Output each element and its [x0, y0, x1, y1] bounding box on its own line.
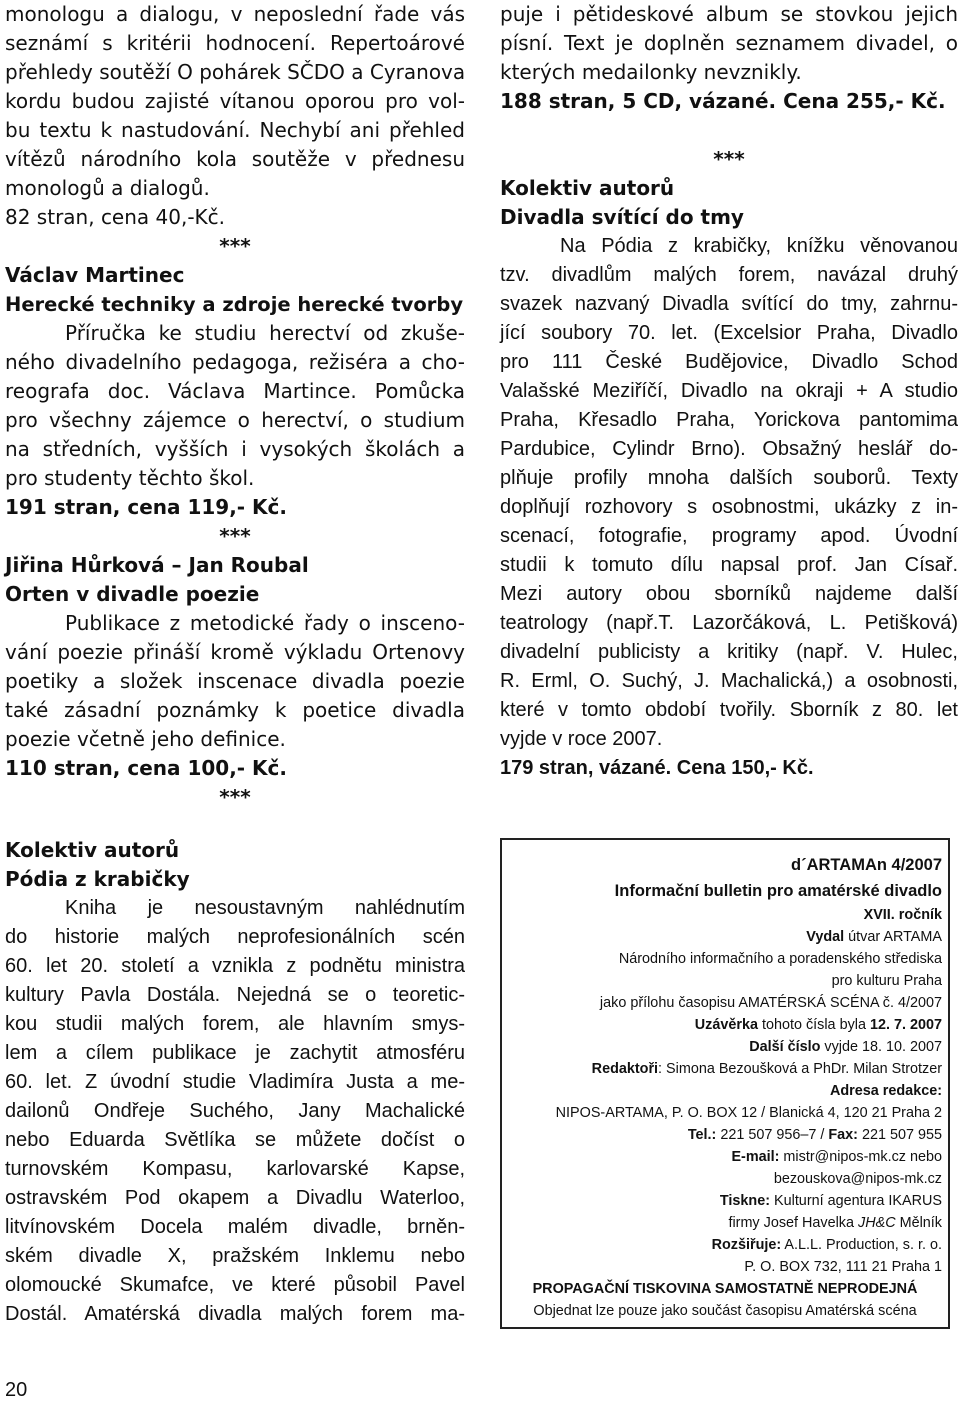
text-line: Mezi autory obou sborníků najdeme další [500, 583, 958, 605]
separator: *** [219, 524, 251, 548]
text-line: monologu a dialogu, v neposlední řade vás [5, 2, 465, 26]
text-line: monologů a dialogů. [5, 176, 210, 200]
imprint-email-2: bezouskova@nipos-mk.cz [773, 1171, 942, 1187]
imprint-order-note: Objednat lze pouze jako součást časopisu Amatérská scéna [533, 1303, 917, 1319]
separator: *** [219, 785, 251, 809]
text-line: Na Pódia z krabičky, knížku věnovanou [560, 235, 958, 257]
imprint-value: 221 507 955 [857, 1127, 942, 1143]
text-line: přehledy soutěží O pohárek SČDO a Cyranova [5, 60, 466, 84]
text-line: poetiky a složek inscenace divadla poezie [5, 669, 465, 693]
text-line: R. Erml, O. Suchý, J. Machalická,) a osobnosti, [500, 670, 958, 692]
imprint-label: Redaktoři [591, 1061, 659, 1077]
imprint-firm [508, 1212, 942, 1234]
text-line: kterých medailonky nevznikly. [500, 60, 802, 84]
imprint-label: Další číslo [749, 1039, 821, 1055]
book-author: Kolektiv autorů [5, 838, 180, 862]
text-line: Dostál. Amatérská divadla malých forem ma- [5, 1303, 465, 1325]
imprint-value: : Simona Bezoušková a PhDr. Milan Strotzer [658, 1061, 942, 1077]
text-line: dailonů Ondřeje Suchého, Jany Machalické [5, 1100, 465, 1122]
text-line: divadelní publicisty a kritiky (např. V. Hulec, [500, 641, 958, 663]
imprint-deadline [508, 1014, 942, 1036]
imprint-subtitle: Informační bulletin pro amatérské divadlo [614, 882, 942, 900]
imprint-value: mistr@nipos-mk.cz nebo [779, 1149, 942, 1165]
text-line: doplňují rozhovory s osobnostmi, ukázky z in- [500, 496, 958, 518]
text-line: 60. let. Z úvodní studie Vladimíra Justa a me- [5, 1071, 465, 1093]
text-line: kultury Pavla Dostála. Nejedná se o teoretic- [5, 984, 465, 1006]
text-line: olomoucké Skumafce, ve které působil Pavel [5, 1274, 465, 1296]
text-line: nebo Eduarda Světlíka se můžete dočíst o [5, 1129, 465, 1151]
text-line: Pardubice, Cylindr Brno). Obsažný heslář do- [500, 438, 958, 460]
imprint-address: NIPOS-ARTAMA, P. O. BOX 12 / Blanická 4, 120 21 Praha 2 [555, 1105, 942, 1121]
imprint-next-issue [508, 1036, 942, 1058]
imprint-label: Vydal [806, 929, 845, 945]
text-line: Valašské Meziříčí, Divadlo na okraji + A studio [500, 380, 958, 402]
text-line: Praha, Křesadlo Praha, Yorickova pantomima [500, 409, 958, 431]
book-title: Pódia z krabičky [5, 867, 190, 891]
imprint-box [500, 838, 950, 1329]
text-line: písní. Text je doplněn seznamem divadel, o [500, 31, 958, 55]
text-line: seznámí s kritérii hodnocení. Repertoárové [5, 31, 465, 55]
imprint-value: Kulturní agentura IKARUS [770, 1193, 942, 1209]
text-line: kordu budou zajisté vítanou oporou pro vol- [5, 89, 465, 113]
imprint-line: pro kulturu Praha [831, 973, 942, 989]
imprint-label: Tel.: [687, 1127, 717, 1143]
text-line: ostravském Pod okapem a Divadlu Waterloo, [5, 1187, 465, 1209]
text-line: Příručka ke studiu herectví od zkuše- [65, 321, 465, 345]
text-line: jící soubory 70. let. (Excelsior Praha, Divadlo [500, 322, 958, 344]
book-title: Orten v divadle poezie [5, 582, 260, 606]
book-author: Jiřina Hůrková – Jan Roubal [5, 553, 309, 577]
price-line: 188 stran, 5 CD, vázané. Cena 255,- Kč. [500, 89, 946, 113]
imprint-label: E-mail: [731, 1149, 780, 1165]
text-line: lem a cílem publikace je zachytit atmosféru [5, 1042, 465, 1064]
text-line: poezie včetně jeho definice. [5, 727, 286, 751]
imprint-distributor [508, 1234, 942, 1256]
imprint-volume: XVII. ročník [863, 907, 942, 923]
text-line: ného divadelního pedagoga, režiséra a cho- [5, 350, 465, 374]
imprint-label: Uzávěrka [694, 1017, 758, 1033]
price-line: 191 stran, cena 119,- Kč. [5, 495, 288, 519]
text-line: puje i pětideskové album se stovkou jejich [500, 2, 958, 26]
text-line: kou studii malých forem, ale hlavním smys- [5, 1013, 465, 1035]
text-line: pro studenty těchto škol. [5, 466, 255, 490]
text-line: bu textu k nastudování. Nechybí ani přehled [5, 118, 465, 142]
text-line: studii k tomuto dílu napsal prof. Jan Císař. [500, 554, 958, 576]
imprint-email [508, 1146, 942, 1168]
text-line: scenací, fotografie, programy apod. Úvodní [500, 525, 958, 547]
imprint-address-label: Adresa redakce: [830, 1083, 942, 1099]
text-line: na středních, vyšších i vysokých školách a [5, 437, 465, 461]
imprint-label: Rozšiřuje: [711, 1237, 782, 1253]
imprint-value: 221 507 956–7 / [716, 1127, 829, 1143]
text-line: vání poezie přináší kromě výkladu Ortenovy [5, 640, 465, 664]
imprint-publisher [508, 926, 942, 948]
imprint-notice: PROPAGAČNÍ TISKOVINA SAMOSTATNĚ NEPRODEJNÁ [532, 1281, 918, 1297]
text-line: tzv. divadlům malých forem, navázal druhý [500, 264, 958, 286]
imprint-editors [508, 1058, 942, 1080]
text-line: svazek nazvaný Divadla svítící do tmy, zahrnu- [500, 293, 958, 315]
text-line: Publikace z metodické řady o insceno- [65, 611, 465, 635]
text-line: pro všechny zájemce o herectví, o studium [5, 408, 465, 432]
right-column-top [500, 0, 958, 783]
imprint-label: Tiskne: [719, 1193, 771, 1209]
imprint-value: útvar ARTAMA [844, 929, 942, 945]
text-line: také zásadní poznámky k poetice divadla [5, 698, 465, 722]
separator: *** [219, 234, 251, 258]
price-line: 179 stran, vázané. Cena 150,- Kč. [500, 757, 814, 779]
text-line: turnovském Kompasu, karlovarské Kapse, [5, 1158, 465, 1180]
text-line: Kniha je nesoustavným nahlédnutím [65, 897, 465, 919]
text-line: které v tomto období tvořily. Sborník z 80. let [500, 699, 958, 721]
book-author: Kolektiv autorů [500, 176, 675, 200]
text-line: vyjde v roce 2007. [500, 728, 663, 750]
imprint-line: Národního informačního a poradenského střediska [618, 951, 942, 967]
left-column-bottom [5, 836, 465, 1329]
imprint-issue: d´ARTAMAn 4/2007 [791, 856, 942, 874]
left-column-top [5, 0, 465, 812]
imprint-firm-name: JH&C [858, 1215, 896, 1231]
text-line: litvínovském Docela malém divadle, brněn- [5, 1216, 465, 1238]
imprint-date: 12. 7. 2007 [869, 1017, 942, 1033]
text-line: vítězů národního kola soutěže v přednesu [5, 147, 465, 171]
imprint-phone [508, 1124, 942, 1146]
imprint-value: firmy Josef Havelka [728, 1215, 859, 1231]
book-title: Divadla svítící do tmy [500, 205, 744, 229]
imprint-label: Fax: [828, 1127, 858, 1143]
imprint-value: A.L.L. Production, s. r. o. [781, 1237, 942, 1253]
price-line: 82 stran, cena 40,-Kč. [5, 205, 226, 229]
text-line: do historie malých neprofesionálních scén [5, 926, 465, 948]
text-line: plňuje profily mnoha dalších souborů. Texty [500, 467, 958, 489]
imprint-value: tohoto čísla byla [757, 1017, 870, 1033]
text-line: reografa doc. Václava Martince. Pomůcka [5, 379, 465, 403]
imprint-value: Mělník [895, 1215, 942, 1231]
text-line: 60. let 20. století a vznikla z podnětu ministra [5, 955, 465, 977]
text-line: teatrology (např.T. Lazorčáková, L. Petišková) [500, 612, 958, 634]
book-author: Václav Martinec [5, 263, 185, 287]
imprint-printer [508, 1190, 942, 1212]
page-number: 20 [5, 1379, 28, 1401]
imprint-value: vyjde 18. 10. 2007 [820, 1039, 942, 1055]
book-title: Herecké techniky a zdroje herecké tvorby [5, 293, 464, 316]
text-line: ském divadle X, pražském Inklemu nebo [5, 1245, 465, 1267]
separator: *** [713, 147, 745, 171]
price-line: 110 stran, cena 100,- Kč. [5, 756, 288, 780]
imprint-line: jako přílohu časopisu AMATÉRSKÁ SCÉNA č. 4/2007 [599, 995, 942, 1011]
imprint-pobox: P. O. BOX 732, 111 21 Praha 1 [744, 1259, 942, 1275]
text-line: pro 111 České Budějovice, Divadlo Schod [500, 351, 958, 373]
